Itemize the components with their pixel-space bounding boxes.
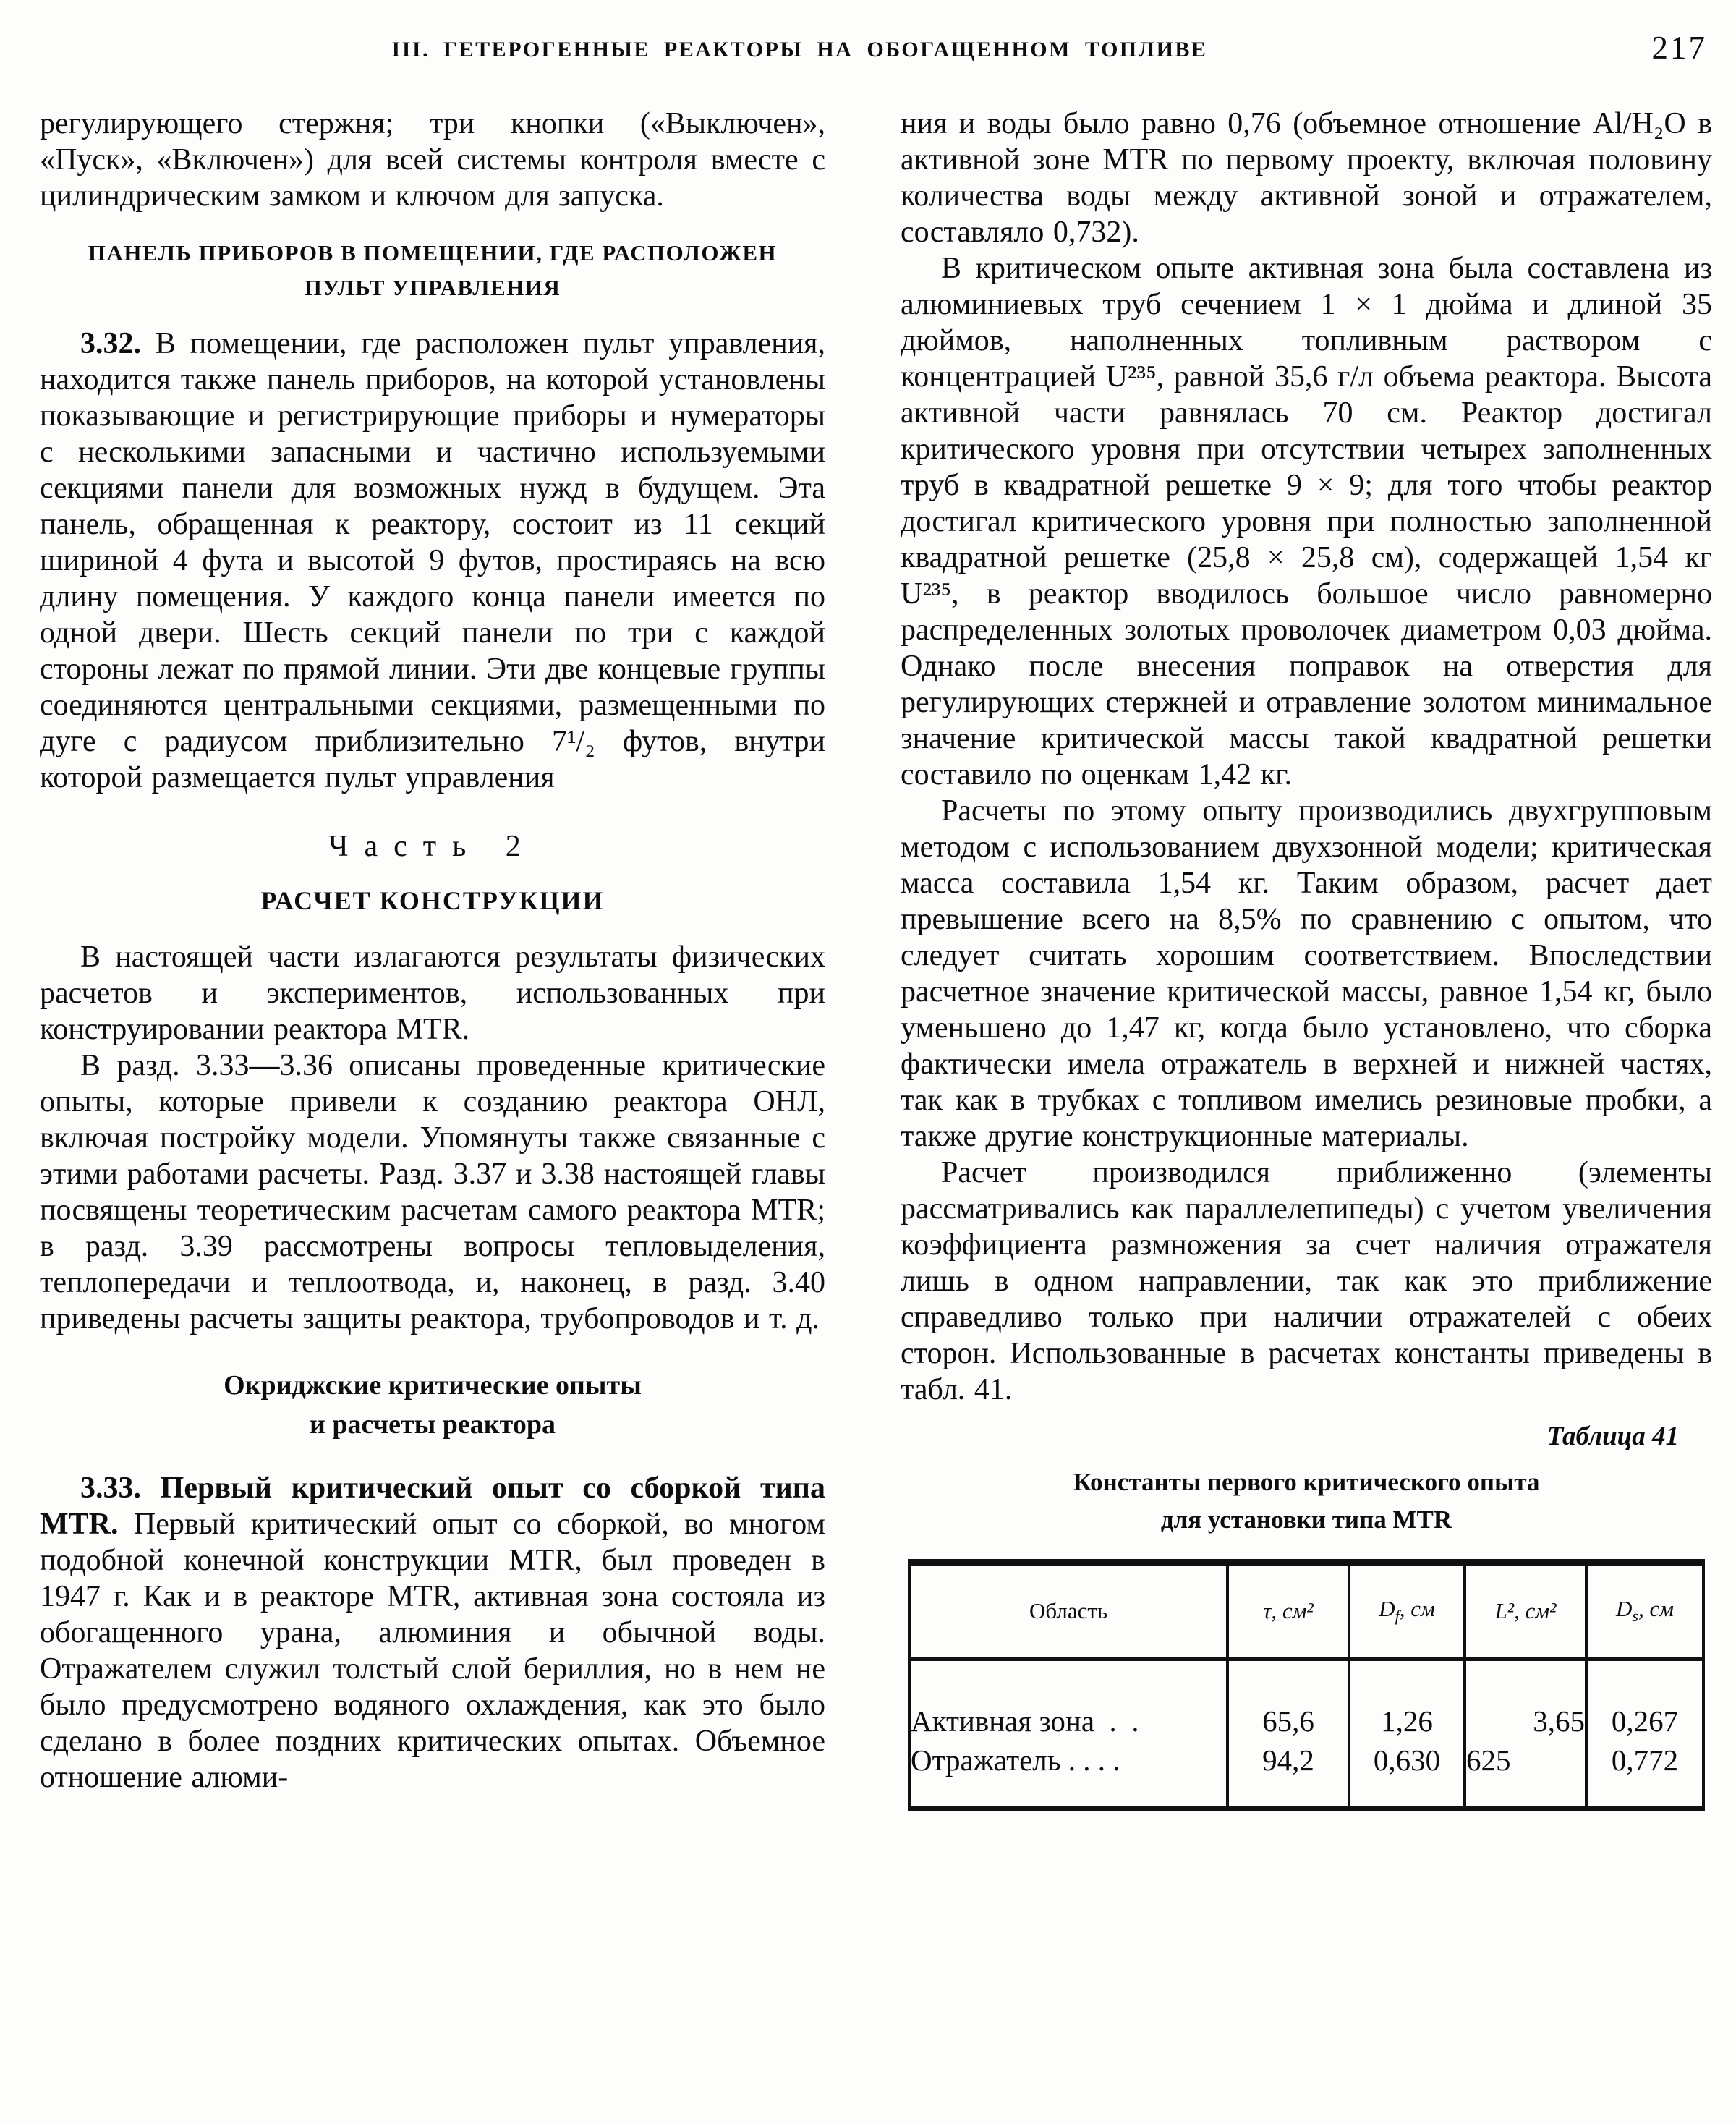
paragraph-critical-experiment: В критическом опыте активная зона была составлена из алюминиевых труб сечением 1 × 1 дюйма и длиной 35 дюймов, наполненных топливным раствором с концентрацией U²³⁵, равной 35,6 г/л объема реактора. Высота активной части равнялась 70 см. Реактор достигал критического уровня при отсутствии четырех заполненных труб в квадратной решетке 9 × 9; для того чтобы реактор достигал критического уровня при полностью заполненной квадратной решетке (25,8 × 25,8 см), содержащей 1,54 кг U²³⁵, в реактор вводилось большое число равномерно распределенных золотых проволочек диаметром 0,03 дюйма. Однако после внесения поправок на отверстия для регулирующих стержней и отравление золотом минимальное значение критической массы такой квадратной решетки составило по оценкам 1,42 кг. [901, 252, 1712, 791]
cell-tau: 65,6 [1227, 1659, 1349, 1741]
table-label: Таблица 41 [1546, 1422, 1679, 1451]
oakridge-heading-line1: Окриджские критические опыты [224, 1370, 642, 1401]
column-header-df: $D_f$, см [1349, 1563, 1465, 1660]
section-heading-line2: ПУЛЬТ УПРАВЛЕНИЯ [304, 275, 561, 300]
paragraph-text: Первый критический опыт со сборкой, во многом подобной конечной конструкции MTR, был проведен в 1947 г. Как и в реакторе MTR, активная зона состояла из обогащенного урана, алюминия и обычной воды. Отражателем служил толстый слой бериллия, но в нем не было предусмотрено водяного охлаждения, как это было сделано в более поздних критических опытах. Объемное отношение алюми- [40, 1508, 826, 1794]
table-caption-line2: для установки типа MTR [1160, 1505, 1452, 1534]
column-header-l2: L², см² [1465, 1563, 1586, 1660]
paragraph-runin-heading: 3.33. Первый критический опыт со сборкой типа MTR. [40, 1471, 825, 1541]
section-heading-panel [44, 236, 821, 305]
table-caption [901, 1464, 1712, 1539]
table-row-active-zone [909, 1659, 1703, 1741]
cell-l2: 3,65 [1465, 1659, 1586, 1741]
part-title: РАСЧЕТ КОНСТРУКЦИИ [260, 886, 605, 915]
paragraph-approximation: Расчет производился приближенно (элементы рассматривались как параллелепипеды) с учетом увеличения коэффициента размножения за счет наличия отражателя лишь в одном направлении, так как это приближение справедливо только при наличии отражателей с обеих сторон. Использованные в расчетах константы приведены в табл. 41. [901, 1156, 1712, 1406]
paragraph-calculations: Расчеты по этому опыту производились двухгрупповым методом с использованием двухзонной модели; критическая масса составила 1,54 кг. Таким образом, расчет дает превышение всего на 8,5% по сравнению с опытом, что следует считать хорошим соответствием. Впоследствии расчетное значение критической массы, равное 1,54 кг, было уменьшено до 1,47 кг, когда было установлено, что сборка фактически имела отражатель в верхней и нижней частях, так как в трубках с топливом имелись резиновые пробки, а также другие конструкционные материалы. [901, 794, 1712, 1153]
table-row-reflector [909, 1741, 1703, 1809]
paragraph-3-32 [40, 326, 825, 796]
paragraph-text: В помещении, где расположен пульт управления, находится также панель приборов, на которой установлены показывающие и регистрирующие приборы и нумераторы с несколькими запасными и частично используемыми секциями панели для возможных нужд в будущем. Эта панель, обращенная к реактору, состоит из 11 секций шириной 4 фута и высотой 9 футов, простираясь на всю длину помещения. У каждого конца панели имеется по одной двери. Шесть секций панели по три с каждой стороны лежат по прямой линии. Эти две концевые группы соединяются центральными секциями, размещенными по дуге с радиусом приблизительно 7¹/₂ футов, внутри которой размещается пульт управления [40, 327, 825, 794]
paragraph-intro-continuation: ния и воды было равно 0,76 (объемное отношение Al/H₂O в активной зоне MTR по первому проекту, включая половину количества воды между активной зоной и отражателем, составляло 0,732). [901, 107, 1712, 249]
running-head [40, 29, 1711, 80]
table-caption-line1: Константы первого критического опыта [1073, 1468, 1540, 1496]
paragraph-intro-continuation: регулирующего стержня; три кнопки («Выключен», «Пуск», «Включен») для всей системы контроля вместе с цилиндрическим замком и ключом для запуска. [40, 107, 825, 213]
cell-df: 1,26 [1349, 1659, 1465, 1741]
cell-tau: 94,2 [1227, 1741, 1349, 1809]
text-columns [40, 106, 1712, 1811]
paragraph-number: 3.32. [80, 327, 141, 360]
page-number: 217 [1651, 30, 1707, 66]
right-column [901, 106, 1712, 1811]
paragraph-3-33 [40, 1470, 825, 1796]
paragraph-sections: В разд. 3.33—3.36 описаны проведенные критические опыты, которые привели к созданию реактора ОНЛ, включая постройку модели. Упомянуты также связанные с этими работами расчеты. Разд. 3.37 и 3.38 настоящей главы посвящены теоретическим расчетам самого реактора MTR; в разд. 3.39 рассмотрены вопросы тепловыделения, теплопередачи и теплоотвода, и, наконец, в разд. 3.40 приведены расчеты защиты реактора, трубопроводов и т. д. [40, 1049, 825, 1335]
paragraph-results: В настоящей части излагаются результаты физических расчетов и экспериментов, использованных при конструировании реактора MTR. [40, 940, 825, 1046]
cell-ds: 0,267 [1586, 1659, 1703, 1741]
column-header-ds: $D_s$, см [1586, 1563, 1703, 1660]
table-header [909, 1563, 1703, 1660]
cell-df: 0,630 [1349, 1741, 1465, 1809]
cell-ds: 0,772 [1586, 1741, 1703, 1809]
running-title: III. ГЕТЕРОГЕННЫЕ РЕАКТОРЫ НА ОБОГАЩЕННОМ ТОПЛИВЕ [391, 38, 1208, 61]
section-heading-oakridge [40, 1366, 825, 1444]
oakridge-heading-line2: и расчеты реактора [310, 1409, 556, 1440]
cell-l2: 625 [1465, 1741, 1586, 1809]
constants-table [908, 1559, 1705, 1811]
section-heading-line1: ПАНЕЛЬ ПРИБОРОВ В ПОМЕЩЕНИИ, ГДЕ РАСПОЛОЖЕН [88, 240, 778, 266]
column-header-region: Область [909, 1563, 1227, 1660]
part-label: Часть 2 [328, 830, 537, 863]
column-header-tau: τ, см² [1227, 1563, 1349, 1660]
left-column [40, 106, 825, 1811]
cell-region: Отражатель . . . . [911, 1743, 1120, 1777]
cell-region: Активная зона . . [911, 1704, 1139, 1738]
